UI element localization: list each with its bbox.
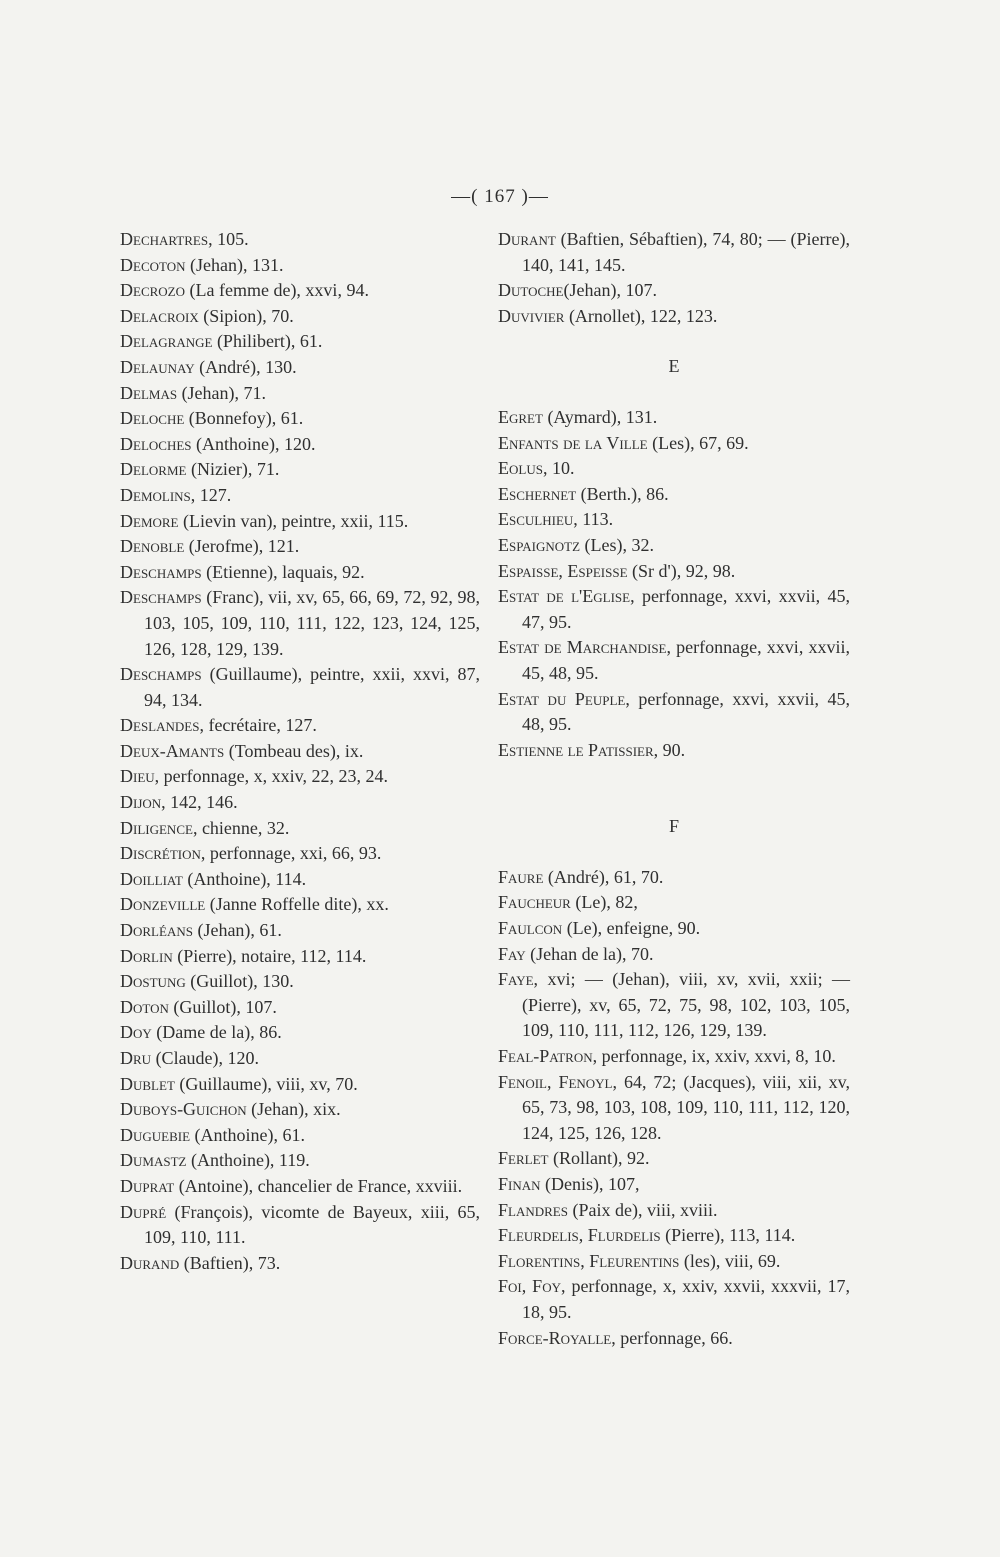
entry-references: (Anthoine), 120. — [191, 433, 316, 454]
index-entry — [120, 381, 480, 407]
index-entry — [498, 431, 850, 457]
index-entry — [120, 1097, 480, 1123]
index-entry — [120, 944, 480, 970]
entry-name: Dumastz — [120, 1150, 187, 1171]
entry-references: (Antoine), chancelier de France, xxviii. — [174, 1175, 463, 1196]
entry-name: Delaunay — [120, 356, 195, 377]
entry-references: , 113. — [573, 509, 614, 530]
entry-name: Dutoche — [498, 280, 564, 301]
entry-name: Estat du Peuple — [498, 688, 626, 709]
entry-references: (les), viii, 69. — [679, 1250, 781, 1271]
entry-name: Decrozo — [120, 280, 185, 301]
index-entry — [120, 1046, 480, 1072]
index-entry — [120, 304, 480, 330]
entry-references: , chienne, 32. — [192, 817, 290, 838]
entry-references: (Jehan), xix. — [246, 1099, 341, 1120]
entry-name: Denoble — [120, 536, 185, 557]
index-entry — [120, 1148, 480, 1174]
entry-name: Estat de l'Eglise — [498, 586, 631, 607]
entry-references: (François), vicomte de Bayeux, xiii, 65, 109, 110, 111. — [144, 1201, 480, 1248]
entry-name: Flandres — [498, 1199, 568, 1220]
index-entry — [498, 405, 850, 431]
entry-references: , fecrétaire, 127. — [199, 715, 317, 736]
index-entry — [120, 406, 480, 432]
index-entry — [498, 1198, 850, 1224]
entry-name: Esculhieu — [498, 509, 574, 530]
entry-references: (Guillot), 130. — [185, 971, 294, 992]
entry-references: (Pierre), 113, 114. — [660, 1225, 796, 1246]
index-entry — [498, 1326, 850, 1352]
index-entry — [120, 432, 480, 458]
index-entry — [120, 1251, 480, 1277]
entry-references: (Anthoine), 119. — [186, 1150, 310, 1171]
entry-references: (Guillaume), peintre, xxii, xxvi, 87, 94, 134. — [144, 664, 480, 710]
entry-references: , perfonnage, xxvi, xxvii, 45, 47, 95. — [522, 586, 850, 632]
entry-references: (Franc), vii, xv, 65, 66, 69, 72, 92, 98, 103, 105, 109, 110, 111, 122, 123, 124, 125, 126, 128, 129, 139. — [144, 587, 480, 659]
entry-name: Dorléans — [120, 920, 193, 941]
index-entry — [498, 1146, 850, 1172]
entry-name: Eolus — [498, 458, 543, 479]
index-entry — [120, 892, 480, 918]
entry-references: (Le), enfeigne, 90. — [562, 918, 701, 939]
index-entry — [498, 1249, 850, 1275]
letter-heading-e: E — [668, 356, 680, 377]
index-entry — [120, 841, 480, 867]
index-entry — [120, 329, 480, 355]
entry-references: (Jehan), 71. — [177, 382, 267, 403]
entry-name: Feal-Patron — [498, 1046, 593, 1067]
index-entry — [498, 482, 850, 508]
entry-name: Faulcon — [498, 918, 563, 939]
entry-name: Delorme — [120, 459, 187, 480]
entry-references: (Rollant), 92. — [548, 1148, 650, 1169]
entry-name: Force-Royalle — [498, 1327, 612, 1348]
index-entry — [120, 969, 480, 995]
entry-name: Durand — [120, 1252, 180, 1273]
entry-references: (Guillot), 107. — [168, 996, 277, 1017]
index-entry — [498, 1172, 850, 1198]
entry-name: Delacroix — [120, 305, 199, 326]
index-entry — [120, 1174, 480, 1200]
entry-name: Delmas — [120, 382, 178, 403]
entry-references: (Dame de la), 86. — [151, 1022, 282, 1043]
entry-references: , perfonnage, 66. — [611, 1327, 733, 1348]
entry-references: , perfonnage, ix, xxiv, xxvi, 8, 10. — [592, 1046, 836, 1067]
entry-references: , perfonnage, x, xxiv, 22, 23, 24. — [154, 766, 388, 787]
entry-name: Donzeville — [120, 894, 206, 915]
entry-references: , perfonnage, xxi, 66, 93. — [200, 843, 382, 864]
entry-name: Decoton — [120, 254, 186, 275]
entry-name: Dostung — [120, 971, 186, 992]
entry-name: Finan — [498, 1174, 541, 1194]
entry-name: Dupré — [120, 1201, 167, 1222]
index-entry — [498, 1044, 850, 1070]
entry-references: (Anthoine), 61. — [190, 1124, 306, 1145]
entry-name: Enfants de la Ville — [498, 432, 648, 453]
entry-name: Deloches — [120, 433, 192, 454]
entry-name: Faure — [498, 866, 544, 887]
entry-references: (Lievin van), peintre, xxii, 115. — [178, 510, 409, 531]
entry-name: Duprat — [120, 1175, 175, 1196]
entry-name: Duguebie — [120, 1124, 191, 1145]
index-column-left — [120, 227, 480, 1276]
index-entry — [120, 790, 480, 816]
entry-references: , 142, 146. — [161, 792, 238, 813]
entry-references: (Baftien), 73. — [179, 1252, 281, 1273]
index-entry — [498, 1070, 850, 1147]
index-entry — [498, 687, 850, 738]
entry-references: , xvi; — (Jehan), viii, xv, xvii, xxii; — (Pierre), xv, 65, 72, 75, 98, 102, 103, 105, 109, 110, 111, 112, 126, 129, 139. — [522, 969, 850, 1041]
entry-references: , 90. — [653, 739, 686, 760]
entry-references: (Etienne), laquais, 92. — [201, 561, 365, 582]
entry-name: Durant — [498, 229, 556, 249]
index-entry — [498, 738, 850, 764]
entry-references: (Aymard), 131. — [542, 406, 658, 427]
entry-name: Foi, Foy — [498, 1276, 561, 1297]
entry-name: Florentins, Fleurentins — [498, 1250, 680, 1271]
index-entry — [498, 942, 850, 968]
index-entry — [498, 635, 850, 686]
entry-references: (Berth.), 86. — [576, 483, 669, 504]
index-entry — [120, 560, 480, 586]
index-entry — [120, 918, 480, 944]
entry-references: (Anthoine), 114. — [182, 868, 307, 889]
entry-name: Diligence — [120, 817, 193, 838]
index-entry — [120, 1020, 480, 1046]
entry-name: Fay — [498, 943, 526, 964]
index-entry — [120, 713, 480, 739]
entry-name: Dorlin — [120, 945, 173, 966]
index-entry — [120, 534, 480, 560]
entry-references: (Sr d'), 92, 98. — [627, 560, 736, 581]
index-entry — [120, 662, 480, 713]
index-entry — [120, 1200, 480, 1251]
entry-name: Ferlet — [498, 1148, 549, 1169]
index-entry — [120, 867, 480, 893]
entry-name: Dru — [120, 1048, 152, 1068]
index-entry — [120, 457, 480, 483]
entry-references: (Jehan de la), 70. — [525, 943, 654, 964]
index-entry — [498, 507, 850, 533]
entry-references: (Jehan), 61. — [192, 920, 282, 941]
entry-references: (Jehan), 107. — [563, 280, 657, 301]
index-entry — [120, 995, 480, 1021]
index-entry — [498, 278, 850, 304]
entry-references: (Jerofme), 121. — [184, 536, 300, 557]
index-entry — [498, 865, 850, 891]
entry-references: (Paix de), viii, xviii. — [567, 1199, 718, 1220]
index-entry — [120, 253, 480, 279]
index-entry — [120, 1123, 480, 1149]
index-entry — [498, 1223, 850, 1249]
entry-name: Duvivier — [498, 305, 565, 326]
index-entry — [498, 1274, 850, 1325]
entry-name: Dechartres — [120, 229, 209, 249]
entry-references: , 64, 72; (Jacques), viii, xii, xv, 65, 73, 98, 103, 108, 109, 110, 111, 112, 120, 124, 125, 126, 128. — [522, 1071, 850, 1143]
entry-references: (Les), 67, 69. — [647, 432, 749, 453]
index-entry — [498, 304, 850, 330]
entry-name: Discrétion — [120, 843, 201, 864]
page-number: —( 167 )— — [451, 186, 549, 207]
entry-references: (Baftien, Sébaftien), 74, 80; — (Pierre), 140, 141, 145. — [522, 229, 850, 275]
index-entry — [498, 890, 850, 916]
index-entry — [498, 533, 850, 559]
index-entry — [120, 585, 480, 662]
index-entry — [120, 227, 480, 253]
index-entry — [120, 355, 480, 381]
entry-references: (Pierre), notaire, 112, 114. — [172, 945, 367, 966]
entry-name: Delagrange — [120, 331, 213, 352]
index-column-right — [498, 227, 850, 1351]
entry-name: Espaisse, Espeisse — [498, 560, 628, 581]
entry-name: Duboys-Guichon — [120, 1099, 247, 1120]
index-section-e — [498, 405, 850, 763]
entry-references: (André), 61, 70. — [543, 866, 664, 887]
entry-name: Espaignotz — [498, 534, 581, 555]
entry-references: , perfonnage, xxvi, xxvii, 45, 48, 95. — [522, 637, 850, 683]
entry-name: Faucheur — [498, 892, 571, 913]
entry-name: Egret — [498, 406, 543, 427]
entry-references: (Nizier), 71. — [186, 459, 280, 480]
entry-name: Dijon — [120, 792, 162, 813]
entry-references: (Claude), 120. — [151, 1048, 260, 1068]
index-entry — [120, 509, 480, 535]
entry-references: (Tombeau des), ix. — [224, 740, 364, 761]
entry-name: Doilliat — [120, 868, 183, 889]
entry-name: Estat de Marchandise — [498, 637, 667, 658]
entry-references: (Janne Roffelle dite), xx. — [205, 894, 389, 915]
entry-name: Fenoil, Fenoyl — [498, 1071, 613, 1092]
entry-references: , perfonnage, x, xxiv, xxvii, xxxvii, 17, 18, 95. — [522, 1276, 851, 1322]
index-entry — [498, 584, 850, 635]
index-entry — [498, 916, 850, 942]
letter-heading-f: F — [668, 816, 679, 837]
entry-name: Dieu — [120, 766, 155, 787]
entry-name: Deslandes — [120, 715, 200, 736]
entry-name: Demore — [120, 510, 179, 531]
entry-references: , perfonnage, xxvi, xxvii, 45, 48, 95. — [522, 688, 850, 735]
index-entry — [120, 1072, 480, 1098]
entry-references: (Le), 82, — [570, 892, 638, 913]
entry-name: Dublet — [120, 1073, 175, 1094]
entry-name: Estienne le Patissier — [498, 739, 654, 760]
entry-name: Eschernet — [498, 483, 577, 504]
index-entry — [120, 278, 480, 304]
entry-references: (Sipion), 70. — [198, 305, 294, 326]
entry-references: (André), 130. — [194, 356, 297, 377]
entry-references: (Denis), 107, — [540, 1174, 640, 1194]
entry-name: Deloche — [120, 408, 185, 429]
index-entry — [498, 456, 850, 482]
entry-references: , 127. — [190, 484, 232, 505]
entry-name: Faye — [498, 969, 534, 990]
index-section-d — [498, 227, 850, 329]
entry-references: (Guillaume), viii, xv, 70. — [174, 1073, 358, 1094]
entry-references: (Les), 32. — [580, 534, 655, 555]
entry-references: (Arnollet), 122, 123. — [564, 305, 718, 326]
entry-name: Deschamps — [120, 664, 202, 685]
index-entry — [498, 559, 850, 585]
entry-references: , 10. — [542, 458, 575, 479]
index-entry — [120, 816, 480, 842]
entry-references: (Philibert), 61. — [212, 331, 323, 352]
entry-references: , 105. — [208, 229, 249, 249]
entry-name: Deux-Amants — [120, 740, 225, 761]
index-entry — [120, 764, 480, 790]
entry-name: Deschamps — [120, 561, 202, 582]
entry-name: Demolins — [120, 484, 191, 505]
index-entry — [498, 967, 850, 1044]
entry-references: (La femme de), xxvi, 94. — [185, 280, 369, 301]
index-entry — [120, 739, 480, 765]
entry-name: Fleurdelis, Flurdelis — [498, 1225, 661, 1246]
entry-references: (Bonnefoy), 61. — [184, 408, 304, 429]
index-entry — [498, 227, 850, 278]
entry-name: Deschamps — [120, 587, 202, 608]
entry-references: (Jehan), 131. — [185, 254, 284, 275]
entry-name: Doton — [120, 996, 169, 1017]
index-entry — [120, 483, 480, 509]
entry-name: Doy — [120, 1022, 152, 1043]
index-section-f — [498, 865, 850, 1351]
